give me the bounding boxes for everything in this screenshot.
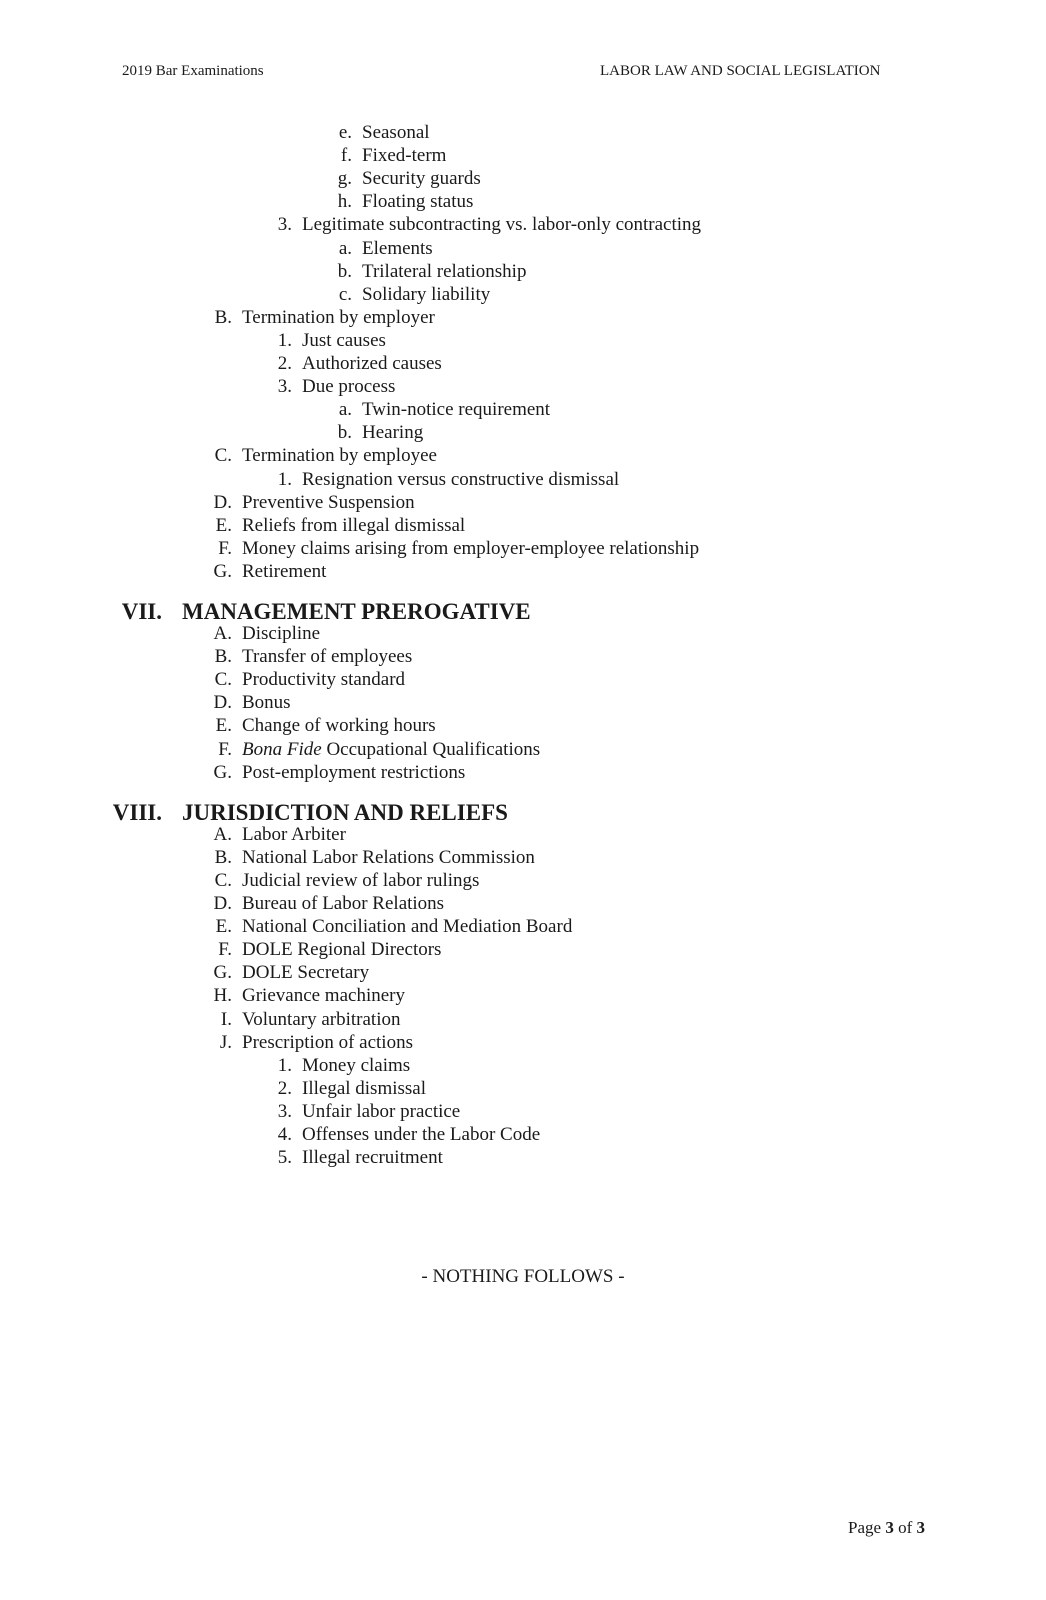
outline-item xyxy=(0,1009,1046,1031)
outline-item xyxy=(0,330,1046,352)
outline-text: Discipline xyxy=(242,623,321,644)
outline-marker: I. xyxy=(220,1008,232,1030)
outline-marker: e. xyxy=(338,122,352,143)
outline-text: Fixed-term xyxy=(362,145,447,167)
outline-marker: F. xyxy=(218,537,232,559)
outline-marker: F. xyxy=(218,738,232,760)
outline-item xyxy=(0,669,1046,691)
outline-marker: 1. xyxy=(277,329,292,351)
outline-marker: H. xyxy=(213,985,232,1007)
outline-text: Due process xyxy=(302,376,396,398)
outline-item xyxy=(0,353,1046,375)
outline-item xyxy=(0,692,1046,714)
section-numeral: VIII. xyxy=(112,799,162,825)
outline-marker: a. xyxy=(338,399,352,421)
outline-item xyxy=(0,1055,1046,1077)
outline-text: Labor Arbiter xyxy=(242,823,346,845)
outline-text: DOLE Regional Directors xyxy=(242,939,442,961)
outline-text: Change of working hours xyxy=(242,715,436,737)
outline-marker: C. xyxy=(214,869,232,891)
outline-marker: C. xyxy=(214,669,232,691)
outline-text: Voluntary arbitration xyxy=(242,1008,401,1030)
outline-item xyxy=(0,1124,1046,1146)
outline-text: Retirement xyxy=(242,560,327,582)
outline-item xyxy=(0,962,1046,984)
outline-text: Just causes xyxy=(302,329,386,351)
outline-marker: A. xyxy=(213,623,232,644)
outline-item xyxy=(0,399,1046,421)
outline-text: DOLE Secretary xyxy=(242,962,370,984)
outline-marker: G. xyxy=(213,962,232,984)
outline-text: Floating status xyxy=(362,191,474,213)
outline-marker: G. xyxy=(213,560,232,582)
outline-item xyxy=(0,422,1046,444)
outline-text: Resignation versus constructive dismissal xyxy=(302,468,620,490)
outline-text: Prescription of actions xyxy=(242,1031,413,1053)
outline-text: Solidary liability xyxy=(362,283,491,305)
outline-text: Preventive Suspension xyxy=(242,491,415,513)
section-title: MANAGEMENT PREROGATIVE xyxy=(182,599,531,624)
outline-text: Illegal dismissal xyxy=(302,1077,427,1099)
outline-item xyxy=(0,515,1046,537)
outline-marker: A. xyxy=(213,823,232,845)
outline-item xyxy=(0,561,1046,583)
outline-marker: c. xyxy=(338,283,352,305)
outline-item xyxy=(0,492,1046,514)
outline-text-rest: Occupational Qualifications xyxy=(321,738,541,760)
outline-text: Elements xyxy=(362,237,433,259)
outline-text: National Labor Relations Commission xyxy=(242,846,535,868)
outline-marker: J. xyxy=(219,1031,232,1053)
page-footer xyxy=(760,1518,925,1538)
outline-item xyxy=(0,261,1046,283)
outline-item xyxy=(0,893,1046,915)
section-heading xyxy=(0,599,1046,625)
outline-marker: E. xyxy=(215,916,232,938)
outline-item xyxy=(0,824,1046,846)
outline-marker: B. xyxy=(214,846,232,868)
page-prefix: Page xyxy=(848,1518,886,1537)
outline-item xyxy=(0,847,1046,869)
outline-text: Productivity standard xyxy=(242,669,406,691)
outline-item xyxy=(0,646,1046,668)
outline-text: Bonus xyxy=(242,692,291,714)
outline-text: Transfer of employees xyxy=(242,646,413,668)
outline-marker: 1. xyxy=(277,468,292,490)
outline-marker: f. xyxy=(340,145,352,167)
outline-marker: D. xyxy=(213,692,232,714)
page-number: 3 xyxy=(885,1518,894,1537)
outline-text: Termination by employee xyxy=(242,445,437,467)
outline-item xyxy=(0,623,1046,645)
outline-item xyxy=(0,1101,1046,1123)
outline-item xyxy=(0,307,1046,329)
outline-marker: 3. xyxy=(277,1100,292,1122)
outline-item xyxy=(0,145,1046,167)
outline-item xyxy=(0,445,1046,467)
outline-text: Seasonal xyxy=(362,122,430,143)
outline-marker: 4. xyxy=(277,1124,292,1145)
outline-item xyxy=(0,122,1046,144)
outline-marker: F. xyxy=(218,939,232,961)
outline-text xyxy=(242,739,540,761)
outline-marker: G. xyxy=(213,761,232,783)
outline-marker: C. xyxy=(214,445,232,467)
outline-marker: E. xyxy=(215,715,232,737)
outline-item xyxy=(0,870,1046,892)
outline-marker: b. xyxy=(337,422,352,444)
outline-text: Money claims xyxy=(302,1054,411,1076)
outline-item xyxy=(0,214,1046,236)
outline-marker: 5. xyxy=(277,1147,292,1169)
section-title: JURISDICTION AND RELIEFS xyxy=(182,799,508,825)
header-left: 2019 Bar Examinations xyxy=(122,63,264,79)
outline-marker: 1. xyxy=(277,1054,292,1076)
outline-text: Illegal recruitment xyxy=(302,1147,443,1169)
outline-marker: a. xyxy=(338,237,352,259)
outline-marker: b. xyxy=(337,260,352,282)
outline-text: Money claims arising from employer-employee relationship xyxy=(242,537,700,559)
outline-text-italic: Bona Fide xyxy=(242,738,322,760)
outline-text: Termination by employer xyxy=(242,306,435,328)
outline-marker: h. xyxy=(337,191,352,213)
outline-item xyxy=(0,168,1046,190)
outline-text: Post-employment restrictions xyxy=(242,761,466,783)
end-note: - NOTHING FOLLOWS - xyxy=(421,1266,625,1287)
outline-item xyxy=(0,715,1046,737)
section-numeral: VII. xyxy=(121,599,162,624)
outline-marker: 2. xyxy=(277,353,292,374)
outline-item xyxy=(0,985,1046,1007)
outline-item xyxy=(0,376,1046,398)
outline-text: Judicial review of labor rulings xyxy=(242,869,480,891)
outline-item xyxy=(0,191,1046,213)
outline-marker: 2. xyxy=(277,1077,292,1099)
outline-text: Offenses under the Labor Code xyxy=(302,1124,541,1145)
outline-text: Twin-notice requirement xyxy=(362,399,551,421)
outline-text: Authorized causes xyxy=(302,353,442,374)
outline-item xyxy=(0,1032,1046,1054)
outline-text: Trilateral relationship xyxy=(362,260,527,282)
page-total: 3 xyxy=(916,1518,925,1537)
section-heading xyxy=(0,800,1046,826)
outline-text: Bureau of Labor Relations xyxy=(242,893,445,914)
outline-marker: 3. xyxy=(277,376,292,398)
outline-item xyxy=(0,762,1046,784)
outline-item xyxy=(0,1078,1046,1100)
outline-text: Reliefs from illegal dismissal xyxy=(242,514,466,536)
header-right: LABOR LAW AND SOCIAL LEGISLATION xyxy=(600,63,881,79)
outline-marker: B. xyxy=(214,646,232,668)
outline-item xyxy=(0,238,1046,260)
outline-item xyxy=(0,939,1046,961)
outline-text: Grievance machinery xyxy=(242,985,405,1007)
outline-item xyxy=(0,469,1046,491)
outline-text: Legitimate subcontracting vs. labor-only contracting xyxy=(302,214,702,236)
outline-marker: 3. xyxy=(277,214,292,236)
outline-marker: g. xyxy=(337,168,352,190)
outline-text: Unfair labor practice xyxy=(302,1100,461,1122)
outline-item xyxy=(0,1147,1046,1169)
outline-text: Hearing xyxy=(362,422,424,444)
outline-item xyxy=(0,284,1046,306)
outline-item xyxy=(0,739,1046,761)
page-of: of xyxy=(893,1518,917,1537)
outline-marker: D. xyxy=(213,491,232,513)
outline-item xyxy=(0,538,1046,560)
outline-item xyxy=(0,916,1046,938)
outline-marker: E. xyxy=(215,514,232,536)
outline-text: Security guards xyxy=(362,168,481,190)
outline-marker: B. xyxy=(214,306,232,328)
outline-marker: D. xyxy=(213,893,232,914)
outline-text: National Conciliation and Mediation Board xyxy=(242,916,573,938)
